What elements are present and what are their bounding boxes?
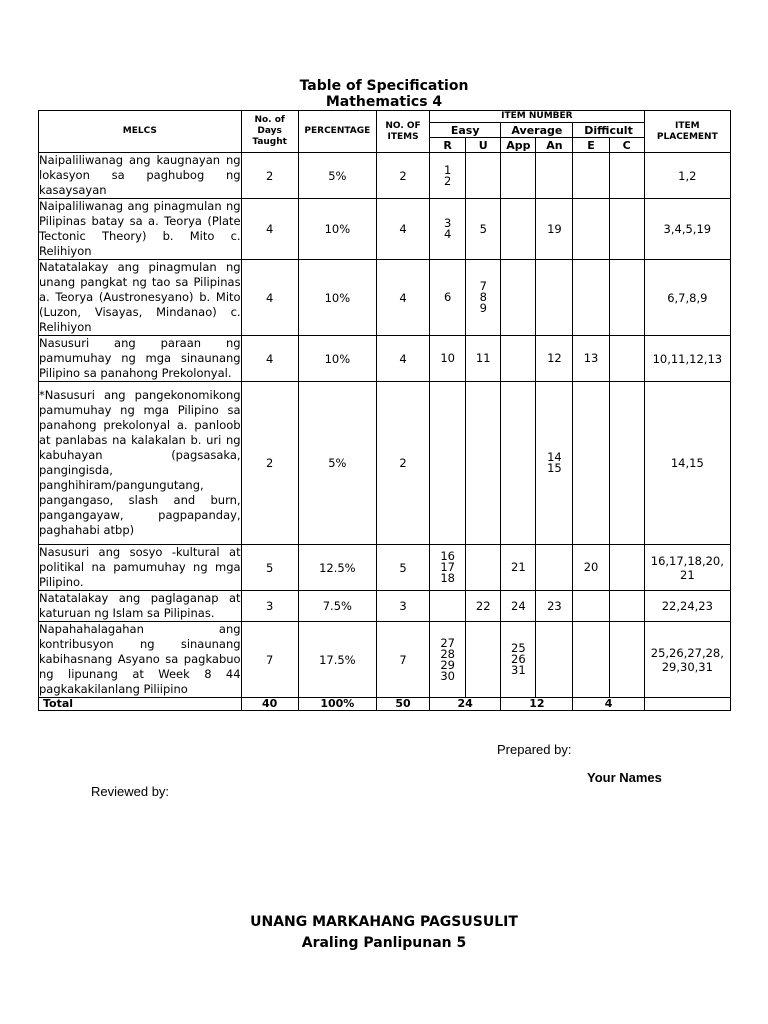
table-row	[39, 260, 731, 336]
item-r-cell	[430, 260, 466, 336]
item-number: 1	[443, 162, 452, 177]
items-cell: 3	[376, 591, 429, 622]
item-app-cell	[501, 545, 536, 591]
percentage-cell: 17.5%	[298, 622, 376, 698]
subject-title: Araling Panlipunan 5	[301, 935, 467, 951]
item-number: 27	[440, 635, 455, 650]
item-c-cell	[609, 591, 644, 622]
items-cell: 7	[376, 622, 429, 698]
header-melcs: MELCS	[39, 111, 242, 153]
item-number: 28	[440, 646, 455, 661]
item-e-cell	[573, 336, 609, 382]
items-cell: 4	[376, 199, 429, 260]
placement-cell: 25,26,27,28, 29,30,31	[644, 622, 730, 698]
prepared-by-label: Prepared by:	[497, 742, 572, 757]
melc-cell: Nasusuri ang sosyo -kultural at politikal na pamumuhay ng mga Pilipino.	[39, 545, 241, 589]
header-u: U	[466, 138, 501, 153]
melc-cell: Naipaliliwanag ang kaugnayan ng lokasyon sa paghubog ng kasaysayan	[39, 153, 241, 197]
header-percentage: PERCENTAGE	[298, 111, 376, 153]
item-number: 15	[547, 461, 562, 475]
items-cell: 5	[376, 545, 429, 591]
item-r-cell	[430, 199, 466, 260]
header-c: C	[609, 138, 644, 153]
days-cell: 3	[241, 591, 298, 622]
placement-cell: 10,11,12,13	[644, 336, 730, 382]
table-row	[39, 591, 731, 622]
document-title: Table of Specification	[299, 78, 469, 94]
items-cell: 4	[376, 260, 429, 336]
item-u-cell	[466, 545, 501, 591]
item-number: 16	[440, 549, 455, 563]
item-c-cell	[609, 153, 644, 199]
item-number: 10	[440, 351, 455, 365]
header-app: App	[501, 138, 536, 153]
item-number: 25	[511, 641, 526, 655]
days-cell: 7	[241, 622, 298, 698]
table-row	[39, 153, 731, 199]
item-an-cell	[536, 260, 573, 336]
percentage-cell: 5%	[298, 382, 376, 545]
item-number: 11	[475, 351, 491, 365]
placement-cell: 14,15	[644, 382, 730, 545]
placement-cell: 16,17,18,20, 21	[644, 545, 730, 591]
item-r-cell	[430, 382, 466, 545]
item-u-cell	[466, 153, 501, 199]
item-number: 3	[443, 216, 452, 230]
item-number: 30	[440, 668, 455, 683]
item-r-cell	[430, 336, 466, 382]
percentage-cell: 10%	[298, 336, 376, 382]
percentage-cell: 12.5%	[298, 545, 376, 591]
document-subtitle: Mathematics 4	[325, 94, 443, 110]
days-cell: 4	[241, 336, 298, 382]
item-u-cell	[466, 199, 501, 260]
item-app-cell	[501, 260, 536, 336]
placement-cell: 1,2	[644, 153, 730, 199]
item-e-cell	[573, 153, 609, 199]
melc-cell: Natatalakay ang pinagmulan ng unang pangkat ng tao sa Pilipinas a. Teorya (Austronesyano) b. Mito (Luzon, Visayas, Mindanao) c. Relihiyon	[39, 260, 241, 334]
items-cell: 4	[376, 336, 429, 382]
preparer-names: Your Names	[587, 770, 662, 785]
item-e-cell	[573, 382, 609, 545]
item-app-cell	[501, 622, 536, 698]
total-days: 40	[241, 698, 298, 711]
total-percentage: 100%	[298, 698, 376, 711]
header-item-number: ITEM NUMBER	[430, 111, 645, 123]
item-app-cell	[501, 591, 536, 622]
item-an-cell	[536, 199, 573, 260]
item-e-cell	[573, 260, 609, 336]
placement-cell: 22,24,23	[644, 591, 730, 622]
item-number: 23	[547, 598, 562, 613]
item-number: 18	[440, 571, 455, 585]
table-row	[39, 622, 731, 698]
header-no-of-items: NO. OF ITEMS	[376, 111, 429, 153]
item-e-cell	[573, 199, 609, 260]
melc-cell: Naipaliliwanag ang pinagmulan ng Pilipinas batay sa a. Teorya (Plate Tectonic Theory) b. Mito c. Relihiyon	[39, 199, 241, 258]
item-number: 8	[479, 290, 487, 304]
melc-cell: Natatalakay ang paglaganap at katuruan ng Islam sa Pilipinas.	[39, 591, 241, 620]
item-number: 24	[511, 598, 526, 613]
total-placement	[644, 698, 730, 711]
table-row	[39, 199, 731, 260]
item-app-cell	[501, 336, 536, 382]
reviewed-by-label: Reviewed by:	[91, 784, 170, 799]
item-number: 13	[583, 351, 599, 365]
item-c-cell	[609, 545, 644, 591]
item-c-cell	[609, 622, 644, 698]
total-difficult: 4	[573, 698, 644, 711]
days-cell: 5	[241, 545, 298, 591]
percentage-cell: 10%	[298, 260, 376, 336]
item-r-cell	[430, 622, 466, 698]
item-number: 5	[479, 221, 487, 236]
item-number: 26	[511, 652, 526, 666]
item-number: 20	[583, 560, 599, 574]
percentage-cell: 7.5%	[298, 591, 376, 622]
percentage-cell: 10%	[298, 199, 376, 260]
item-number: 12	[547, 351, 562, 365]
item-r-cell	[430, 591, 466, 622]
item-number: 9	[479, 301, 487, 315]
item-e-cell	[573, 545, 609, 591]
item-number: 31	[511, 663, 526, 677]
exam-title: UNANG MARKAHANG PAGSUSULIT	[250, 914, 518, 930]
item-app-cell	[501, 199, 536, 260]
header-days-taught: No. of Days Taught	[241, 111, 298, 153]
table-row	[39, 336, 731, 382]
header-difficult: Difficult	[573, 123, 644, 138]
items-cell: 2	[376, 382, 429, 545]
item-number: 21	[511, 560, 526, 574]
melc-cell: Nasusuri ang paraan ng pamumuhay ng mga sinaunang Pilipino sa panahong Prekolonyal.	[39, 336, 241, 380]
table-row	[39, 545, 731, 591]
item-number: 14	[547, 450, 562, 464]
table-row	[39, 382, 731, 545]
item-c-cell	[609, 260, 644, 336]
header-r: R	[430, 138, 466, 153]
specification-table	[38, 110, 731, 711]
item-r-cell	[430, 153, 466, 199]
item-e-cell	[573, 591, 609, 622]
item-number: 2	[443, 173, 452, 188]
item-an-cell	[536, 153, 573, 199]
melc-cell: *Nasusuri ang pangekonomikong pamumuhay ng mga Pilipino sa panahong prekolonyal a. panloob at panlabas na kalakalan b. uri ng kabuhayan (pagsasaka, pangingisda, panghihiram/pangungutang, pangangaso, slash and burn, pangangayaw, pagpapanday, paghahabi atbp)	[39, 382, 242, 545]
header-item-placement: ITEM PLACEMENT	[644, 111, 730, 153]
items-cell: 2	[376, 153, 429, 199]
item-e-cell	[573, 622, 609, 698]
item-c-cell	[609, 336, 644, 382]
item-number: 17	[440, 560, 455, 574]
item-u-cell	[466, 622, 501, 698]
placement-cell: 6,7,8,9	[644, 260, 730, 336]
total-items: 50	[376, 698, 429, 711]
total-average: 12	[501, 698, 573, 711]
header-easy: Easy	[430, 123, 501, 138]
item-u-cell	[466, 591, 501, 622]
item-number: 7	[479, 279, 487, 293]
item-number: 22	[475, 598, 491, 613]
placement-cell: 3,4,5,19	[644, 199, 730, 260]
days-cell: 4	[241, 260, 298, 336]
item-number: 19	[547, 221, 562, 236]
item-an-cell	[536, 545, 573, 591]
item-c-cell	[609, 199, 644, 260]
header-average: Average	[501, 123, 573, 138]
days-cell: 2	[241, 153, 298, 199]
item-u-cell	[466, 260, 501, 336]
item-app-cell	[501, 382, 536, 545]
item-number: 29	[440, 657, 455, 672]
item-number: 4	[443, 227, 452, 241]
days-cell: 4	[241, 199, 298, 260]
total-easy: 24	[430, 698, 501, 711]
item-u-cell	[466, 336, 501, 382]
item-app-cell	[501, 153, 536, 199]
item-number: 6	[443, 290, 452, 304]
header-e: E	[573, 138, 609, 153]
item-r-cell	[430, 545, 466, 591]
item-an-cell	[536, 591, 573, 622]
item-u-cell	[466, 382, 501, 545]
item-an-cell	[536, 382, 573, 545]
item-an-cell	[536, 622, 573, 698]
header-an: An	[536, 138, 573, 153]
item-c-cell	[609, 382, 644, 545]
days-cell: 2	[241, 382, 298, 545]
total-label: Total	[39, 698, 242, 711]
melc-cell: Napahahalagahan ang kontribusyon ng sinaunang kabihasnang Asyano sa pagkabuo ng lipunang at Week 8 44 pagkakakilanlang Piliipino	[39, 622, 241, 696]
item-an-cell	[536, 336, 573, 382]
percentage-cell: 5%	[298, 153, 376, 199]
